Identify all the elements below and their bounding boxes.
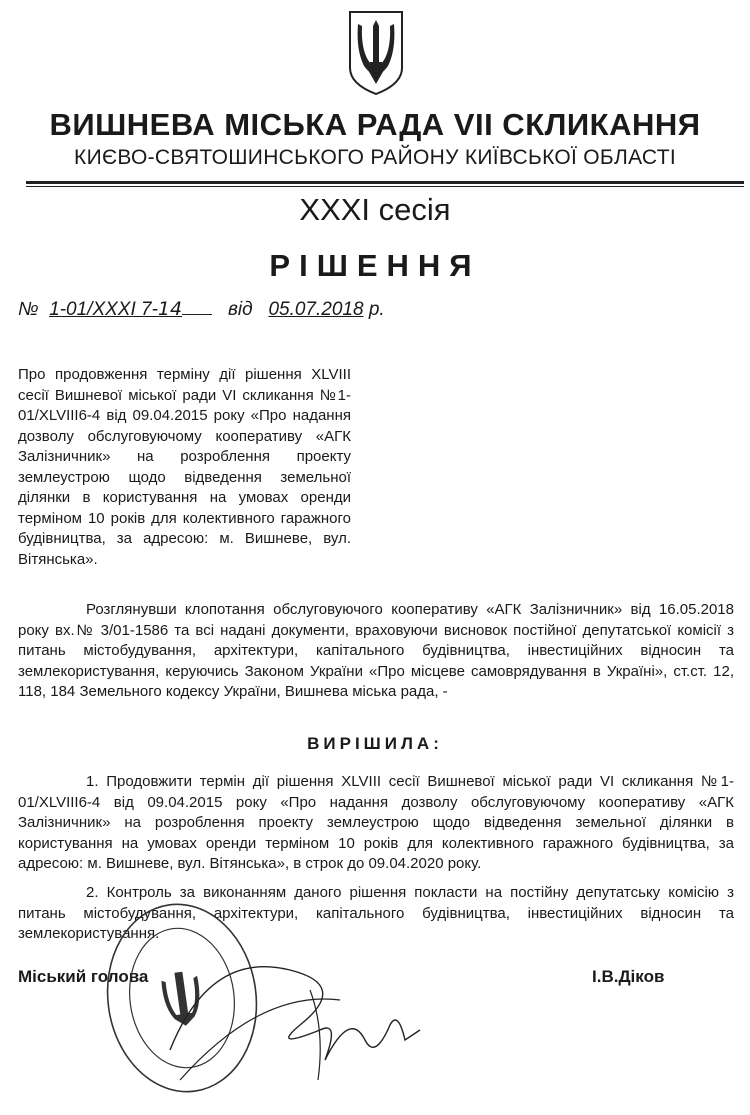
number-blank-line xyxy=(182,313,212,315)
preamble-paragraph: Розглянувши клопотання обслуговуючого кооперативу «АГК Залізничник» від 16.05.2018 року вх.№ 3/01-1586 та всі надані документи, враховуючи висновок постійної депутатської комісії з питань містобудування, архітектури, капітального будівництва, інвестиційних відносин та землекористування, керуючись Законом України «Про місцеве самоврядування в Україні», ст.ст. 12, 118, 184 Земельного кодексу України, Вишнева міська рада, - xyxy=(18,601,734,700)
signatory-position: Міський голова xyxy=(18,967,149,986)
decision-item-1: 1. Продовжити термін дії рішення XLVIII сесії Вишневої міської ради VI скликання №1-01/XLVIII6-4 від 09.04.2015 року «Про надання дозволу обслуговуючому кооперативу «АГК Залізничник» на розроблення проекту землеустрою щодо відведення земельної ділянки в користування на умовах оренди терміном 10 років для колективного гаражного будівництва, за адресою: м. Вишневе, вул. Вітянська», в строк до 09.04.2020 року. xyxy=(18,773,734,872)
council-title: ВИШНЕВА МІСЬКА РАДА VII СКЛИКАННЯ xyxy=(49,107,701,142)
trident-emblem-icon xyxy=(346,10,406,96)
from-label: від xyxy=(227,299,253,320)
decision-date: 05.07.2018 xyxy=(268,299,364,320)
decision-number-handwritten: 14 xyxy=(157,298,183,320)
decision-subject: Про продовження терміну дії рішення XLVIII сесії Вишневої міської ради VI скликання №1-01/XLVIII6-4 від 09.04.2015 року «Про надання дозволу обслуговуючому кооперативу «АГК Залізничник» на розроблення проекту землеустрою щодо відведення земельної ділянки в користування на умовах оренди терміном 10 років для колективного гаражного будівництва, за адресою: м. Вишневе, вул. Вітянська». xyxy=(18,366,351,568)
district-subtitle: КИЄВО-СВЯТОШИНСЬКОГО РАЙОНУ КИЇВСЬКОЇ ОБЛАСТІ xyxy=(74,146,676,169)
header-divider-thin xyxy=(26,186,744,187)
number-sign: № xyxy=(18,299,39,320)
decision-item-2: 2. Контроль за виконанням даного рішення покласти на постійну депутатську комісію з питань містобудування, архітектури, капітального будівництва, інвестиційних відносин та землекористування. xyxy=(18,884,734,942)
year-suffix: р. xyxy=(368,299,385,320)
decided-heading: ВИРІШИЛА: xyxy=(307,734,443,753)
decision-number-line xyxy=(18,298,385,321)
decision-number: 1-01/XXXI 7- xyxy=(49,299,158,320)
header-divider-thick xyxy=(26,181,744,184)
session-label: XXXI сесія xyxy=(299,192,451,227)
handwritten-signature xyxy=(150,930,440,1100)
signatory-name: І.В.Діков xyxy=(592,967,665,986)
document-type-title: РІШЕННЯ xyxy=(269,248,481,283)
